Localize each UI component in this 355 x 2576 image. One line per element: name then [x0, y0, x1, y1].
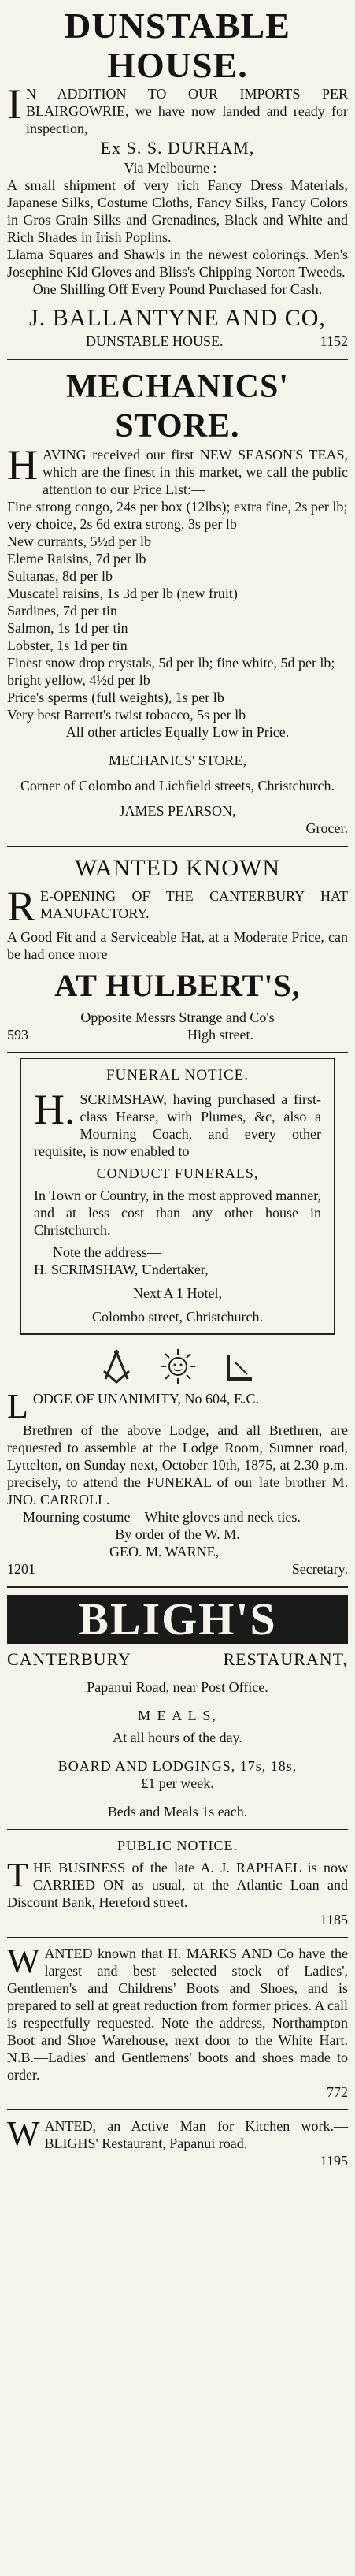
hulbert-address-1: Opposite Messrs Strange and Co's [80, 1009, 275, 1025]
price-line: Sultanas, 8d per lb [7, 568, 113, 584]
price-line: Sardines, 7d per tin [7, 603, 117, 619]
dunstable-intro [7, 80, 348, 137]
dunstable-title: DUNSTABLE HOUSE. [65, 6, 290, 85]
dunstable-body-1: A small shipment of very rich Fancy Dress Materials, Japanese Silks, Costume Cloths, Fancy Silks, Fancy Colors in Gros Grain Silks and Grenadines, Black and White and Rich Shades in Irish Poplins. [7, 177, 348, 245]
price-line: Very best Barrett's twist tobacco, 5s per lb [7, 707, 246, 723]
blighs-title: BLIGH'S [7, 1595, 348, 1644]
mechanics-intro-text: AVING received our first NEW SEASON'S TEAS, which are the finest in this market, we call the public attention to our Price List:— [43, 447, 348, 497]
hulbert-ref: 593 [7, 1027, 28, 1043]
funeral-conduct: CONDUCT FUNERALS, [96, 1165, 259, 1181]
dunstable-house-name: DUNSTABLE HOUSE. [86, 333, 224, 349]
mechanics-title: MECHANICS' STORE. [65, 369, 290, 444]
mechanics-store-name: MECHANICS' STORE, [109, 753, 246, 768]
sun-emblem-icon [159, 1347, 197, 1385]
marks-boots-ad [7, 1942, 348, 2106]
funeral-body: In Town or Country, in the most approved manner, and at less cost than any other house in Christchurch. [34, 1188, 321, 1238]
funeral-note: Note the address— [53, 1244, 161, 1260]
funeral-address-2: Colombo street, Christchurch. [92, 1309, 263, 1325]
lodge-mourning: Mourning costume—White gloves and neck ties. [23, 1509, 301, 1525]
hulbert-intro-text: E-OPENING OF THE CANTERBURY HAT MANUFACTORY. [40, 888, 348, 921]
masonic-emblems [7, 1343, 348, 1390]
dunstable-via: Via Melbourne :— [124, 160, 231, 176]
lodge-heading [7, 1387, 348, 1426]
lodge-footer [7, 1560, 348, 1578]
price-line: Eleme Raisins, 7d per lb [7, 551, 146, 567]
divider [7, 1586, 348, 1588]
dunstable-ship: Ex S. S. DURHAM, [100, 138, 255, 158]
mechanics-address: Corner of Colombo and Lichfield streets, Christchurch. [20, 778, 335, 794]
lodge-notice-ad [7, 1340, 348, 1582]
blighs-address: Papanui Road, near Post Office. [87, 1679, 268, 1695]
divider [7, 2109, 348, 2110]
dunstable-body-3: One Shilling Off Every Pound Purchased for Cash. [32, 281, 323, 297]
hulbert-big: AT HULBERT'S, [54, 968, 301, 1003]
dunstable-body-2: Llama Squares and Shawls in the newest colorings. Men's Josephine Kid Gloves and Bliss's Chipping Norton Tweeds. [7, 247, 348, 280]
price-line: Fine strong congo, 24s per box (12lbs); extra fine, 2s per lb; very choice, 2s 6d extra strong, 3s per lb [7, 499, 348, 532]
divider [7, 1052, 348, 1053]
blighs-beds: Beds and Meals 1s each. [107, 1804, 248, 1820]
lodge-order: By order of the W. M. [115, 1526, 240, 1542]
funeral-drop-cap: H. [34, 1086, 76, 1133]
divider [7, 846, 348, 847]
funeral-notice-ad [20, 1058, 335, 1335]
blighs-rate: £1 per week. [141, 1775, 214, 1791]
price-line: New currants, 5½d per lb [7, 533, 151, 549]
lodge-title: ODGE OF UNANIMITY, No 604, E.C. [32, 1391, 260, 1407]
public-notice-ad [7, 1834, 348, 1933]
price-line: Salmon, 1s 1d per tin [7, 620, 128, 636]
mechanics-price-list [7, 498, 348, 741]
blighs-subtitle-1: CANTERBURY [7, 1649, 131, 1669]
mechanics-trade: Grocer. [305, 820, 348, 836]
marks-body-text: ANTED known that H. MARKS AND Co have the largest and best selected stock of Ladies', Gentlemen's and Childrens' Boots and Shoes, and is prepared to sell at great reduction from former prices. A call is respectfully requested. Note the address, Northampton Boot and Shoe Warehouse, next door to the White Hart. N.B.—Ladies' and Gentlemens' boots and shoes made to order. [7, 1946, 348, 2083]
public-ref: 1185 [320, 1912, 348, 1927]
dunstable-intro-text: N ADDITION TO OUR IMPORTS PER BLAIRGOWRIE, we have now landed and ready for inspection, [25, 86, 348, 136]
price-line: Muscatel raisins, 1s 3d per lb (new fruit) [7, 585, 238, 601]
wanted-ref: 1195 [320, 2153, 348, 2169]
blighs-subtitle [7, 1649, 348, 1671]
dunstable-firm: J. BALLANTYNE AND CO, [29, 305, 326, 331]
wanted-body [7, 2114, 348, 2153]
blighs-board: BOARD AND LODGINGS, 17s, 18s, [57, 1758, 298, 1774]
hulbert-hat-ad [7, 851, 348, 1048]
mechanics-intro [7, 441, 348, 498]
divider [7, 1937, 348, 1938]
dunstable-ref: 1152 [320, 333, 348, 349]
hulbert-drop-cap: R [7, 883, 36, 930]
lodge-body: Brethren of the above Lodge, and all Brethren, are requested to assemble at the Lodge Room, Sumner road, Lyttelton, on Sunday next, October 10th, 1875, at 2.30 p.m. precisely, to attend the FUNERAL of our late brother M. JNO. CARROLL. [7, 1422, 348, 1507]
funeral-address-1: Next A 1 Hotel, [133, 1285, 222, 1301]
public-body-text: HE BUSINESS of the late A. J. RAPHAEL is now CARRIED ON as usual, at the Atlantic Loan and Discount Bank, Hereford street. [7, 1860, 348, 1910]
funeral-intro [34, 1086, 321, 1160]
blighs-restaurant-ad [7, 1592, 348, 1825]
funeral-name: H. SCRIMSHAW, Undertaker, [34, 1262, 209, 1277]
hulbert-title: WANTED KNOWN [74, 855, 281, 881]
hulbert-address-2: High street. [187, 1027, 253, 1043]
price-line: Price's sperms (full weights), 1s per lb [7, 690, 224, 705]
public-body [7, 1856, 348, 1911]
hulbert-footer [7, 1026, 348, 1043]
compass-square-icon [98, 1347, 135, 1385]
price-line: All other articles Equally Low in Price. [65, 724, 290, 740]
lodge-drop-cap: L [7, 1387, 28, 1426]
funeral-title: FUNERAL NOTICE. [105, 1067, 250, 1084]
price-line: Finest snow drop crystals, 5d per lb; fine white, 5d per lb; bright yellow, 4½d per lb [7, 655, 335, 688]
newspaper-ad-column [7, 0, 348, 2174]
wanted-drop-cap: W [7, 2114, 40, 2153]
blighs-subtitle-2: RESTAURANT, [223, 1649, 348, 1669]
funeral-intro-text: SCRIMSHAW, having purchased a first-class Hearse, with Plumes, &c, also a Mourning Coach, and every other requisite, is now enabled to [34, 1091, 321, 1159]
blighs-hours: At all hours of the day. [113, 1730, 242, 1745]
lodge-name: GEO. M. WARNE, [109, 1544, 220, 1559]
dunstable-footer [7, 333, 348, 350]
price-line: Lobster, 1s 1d per tin [7, 637, 128, 653]
marks-drop-cap: W [7, 1942, 40, 1980]
divider [7, 1829, 348, 1830]
mechanics-proprietor: JAMES PEARSON, [119, 803, 236, 819]
public-drop-cap: T [7, 1856, 28, 1894]
lodge-role: Secretary. [291, 1561, 348, 1577]
hulbert-body: A Good Fit and a Serviceable Hat, at a Moderate Price, can be had once more [7, 929, 348, 962]
marks-body [7, 1942, 348, 2083]
mechanics-store-ad [7, 364, 348, 842]
public-title: PUBLIC NOTICE. [117, 1838, 238, 1853]
lodge-ref: 1201 [7, 1561, 35, 1577]
blighs-meals: M E A L S, [138, 1708, 217, 1723]
dunstable-drop-cap: I [7, 80, 21, 128]
mechanics-drop-cap: H [7, 441, 38, 489]
divider [7, 359, 348, 360]
wanted-body-text: ANTED, an Active Man for Kitchen work.—BLIGHS' Restaurant, Papanui road. [44, 2118, 348, 2151]
hulbert-intro [7, 883, 348, 930]
square-level-icon [220, 1347, 258, 1385]
wanted-kitchen-ad [7, 2114, 348, 2174]
marks-ref: 772 [327, 2084, 348, 2100]
dunstable-house-ad [7, 3, 348, 355]
